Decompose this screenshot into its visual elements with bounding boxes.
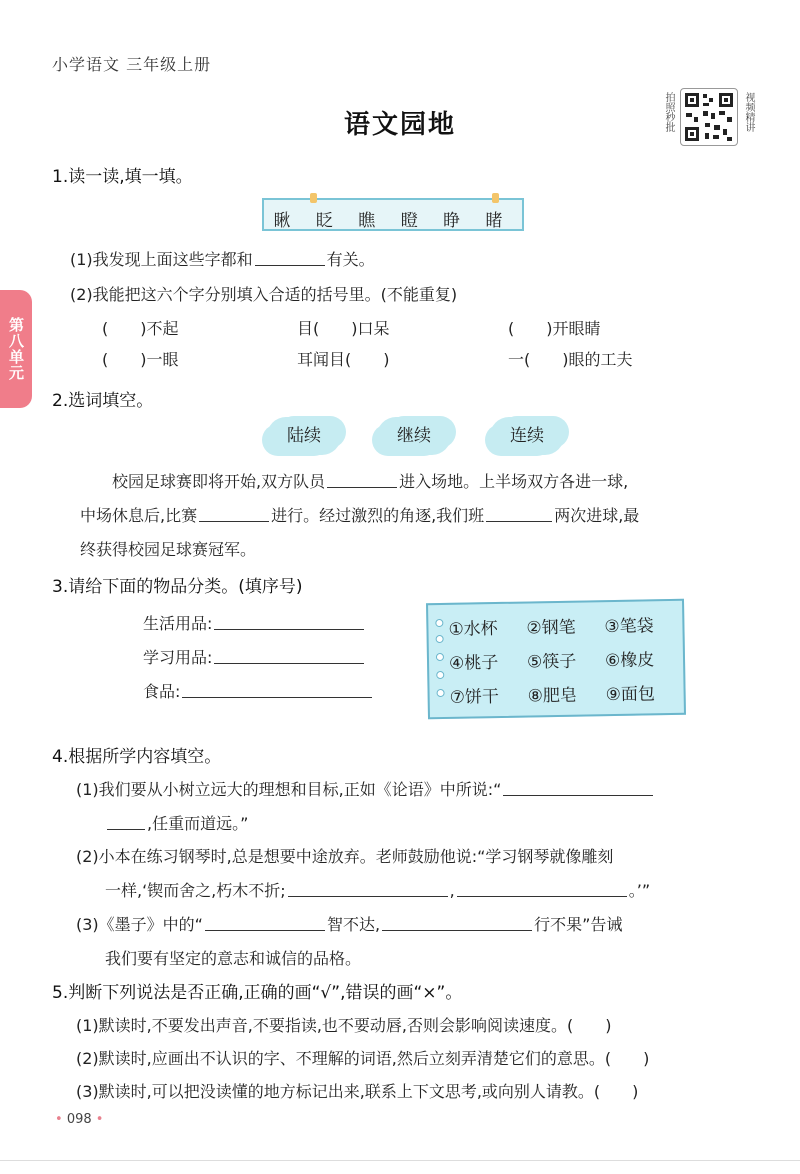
q4-s2-line-1: (2)小本在练习钢琴时,总是想要中途放弃。老师鼓励他说:“学习钢琴就像雕刻 (76, 847, 614, 866)
q1-r1-c3[interactable]: ( )开眼睛 (508, 319, 601, 338)
q4-text: 智不达, (326, 915, 381, 934)
q5-item-3[interactable]: (3)默读时,可以把没读懂的地方标记出来,联系上下文思考,或向别人请教。( ) (76, 1082, 639, 1101)
q3-item: ①水杯 (448, 619, 498, 640)
q3-item: ②钢笔 (526, 617, 576, 639)
q3-label: 生活用品: (143, 614, 213, 633)
q3-item: ④桃子 (448, 653, 499, 674)
q4-text: ,任重而道远。” (147, 814, 249, 833)
q3-item: ⑨面包 (605, 684, 656, 706)
q1-r1-c2[interactable]: 目( )口呆 (297, 319, 390, 338)
q4-blank[interactable] (288, 895, 448, 897)
q4-blank[interactable] (205, 929, 325, 931)
binder-hole-icon (436, 635, 444, 643)
divider (0, 1160, 800, 1161)
q2-text: 两次进球,最 (554, 506, 640, 525)
q3-row-food (143, 679, 374, 702)
q5-heading: 5.判断下列说法是否正确,正确的画“√”,错误的画“×”。 (52, 983, 463, 1003)
q4-blank[interactable] (503, 794, 653, 796)
word-cloud-1: 陆续 (267, 417, 341, 455)
q2-text: 中场休息后,比赛 (80, 506, 198, 525)
unit-side-tab: 第八单元 (0, 290, 32, 408)
page-number (55, 1112, 103, 1127)
q1-r2-c3[interactable]: 一( )眼的工夫 (508, 350, 633, 369)
binder-hole-icon (436, 671, 444, 679)
bullet-icon: • (95, 1112, 104, 1127)
q1-sentence-1 (70, 247, 375, 270)
q4-s1-line-1 (76, 777, 655, 800)
q4-text: (1)我们要从小树立远大的理想和目标,正如《论语》中所说:“ (76, 780, 502, 799)
pin-icon (492, 193, 499, 203)
q5-item-1[interactable]: (1)默读时,不要发出声音,不要指读,也不要动唇,否则会影响阅读速度。( ) (76, 1016, 612, 1035)
pin-icon (310, 193, 317, 203)
q3-label: 学习用品: (143, 648, 213, 667)
q2-blank-2[interactable] (199, 520, 269, 522)
q3-label: 食品: (143, 682, 181, 701)
q4-blank[interactable] (382, 929, 532, 931)
q1-r1-c1[interactable]: ( )不起 (102, 319, 179, 338)
q1-sentence-2: (2)我能把这六个字分别填入合适的括号里。(不能重复) (70, 285, 458, 304)
q4-blank[interactable] (107, 828, 145, 830)
q3-row-study (143, 645, 366, 668)
q1-r2-c1[interactable]: ( )一眼 (102, 350, 179, 369)
q4-heading: 4.根据所学内容填空。 (52, 747, 222, 767)
q1-r2-c2[interactable]: 耳闻目( ) (297, 350, 390, 369)
q3-item: ⑥橡皮 (604, 650, 655, 672)
q1-s1-pre: (1)我发现上面这些字都和 (70, 250, 253, 269)
q2-text: 进入场地。上半场双方各进一球, (399, 472, 629, 491)
q3-blank[interactable] (214, 628, 364, 630)
q4-text: (3)《墨子》中的“ (76, 915, 203, 934)
book-header: 小学语文 三年级上册 (52, 55, 212, 74)
q2-text: 校园足球赛即将开始,双方队员 (112, 472, 326, 491)
qr-right-caption: 视频精讲 (743, 92, 754, 132)
q3-blank[interactable] (214, 662, 364, 664)
q4-text: 行不果”告诫 (534, 915, 623, 934)
q3-item: ⑦饼干 (449, 687, 500, 708)
q2-para-line-3: 终获得校园足球赛冠军。 (80, 540, 257, 559)
q4-text: , (449, 881, 455, 900)
q4-s1-line-2 (105, 811, 248, 834)
q2-para-line-2 (80, 503, 639, 526)
q2-blank-1[interactable] (327, 486, 397, 488)
q4-s3-line-2: 我们要有坚定的意志和诚信的品格。 (105, 949, 362, 968)
q3-item: ⑤筷子 (526, 651, 577, 673)
q4-s2-line-2 (105, 878, 650, 901)
q3-row-daily (143, 611, 366, 634)
q1-heading: 1.读一读,填一填。 (52, 167, 193, 187)
binder-hole-icon (436, 653, 444, 661)
binder-hole-icon (435, 619, 443, 627)
q2-blank-3[interactable] (486, 520, 552, 522)
q4-text: 。’” (628, 881, 651, 900)
q3-blank[interactable] (182, 696, 372, 698)
q2-text: 进行。经过激烈的角逐,我们班 (271, 506, 485, 525)
q1-chars: 瞅 眨 瞧 瞪 睁 睹 (273, 211, 513, 231)
page-title: 语文园地 (343, 110, 456, 140)
qr-left-caption: 拍照秒批 (663, 92, 674, 132)
page-number-text: 098 (66, 1112, 92, 1127)
q4-blank[interactable] (457, 895, 627, 897)
q3-item: ③笔袋 (604, 616, 654, 638)
binder-hole-icon (437, 689, 445, 697)
bullet-icon: • (55, 1112, 63, 1127)
q5-item-2[interactable]: (2)默读时,应画出不认识的字、不理解的词语,然后立刻弄清楚它们的意思。( ) (76, 1049, 650, 1068)
q3-item: ⑧肥皂 (527, 685, 578, 707)
q1-char-box (262, 198, 524, 231)
q2-heading: 2.选词填空。 (52, 391, 154, 411)
q3-item-box (426, 599, 686, 719)
q2-para-line-1 (112, 469, 628, 492)
word-cloud-3: 连续 (490, 417, 564, 455)
q3-heading: 3.请给下面的物品分类。(填序号) (52, 577, 303, 597)
q4-s3-line-1 (76, 912, 622, 935)
q1-blank[interactable] (255, 264, 325, 266)
q4-text: 一样,‘锲而舍之,朽木不折; (105, 881, 286, 900)
word-cloud-2: 继续 (377, 417, 451, 455)
q1-s1-post: 有关。 (326, 250, 375, 269)
